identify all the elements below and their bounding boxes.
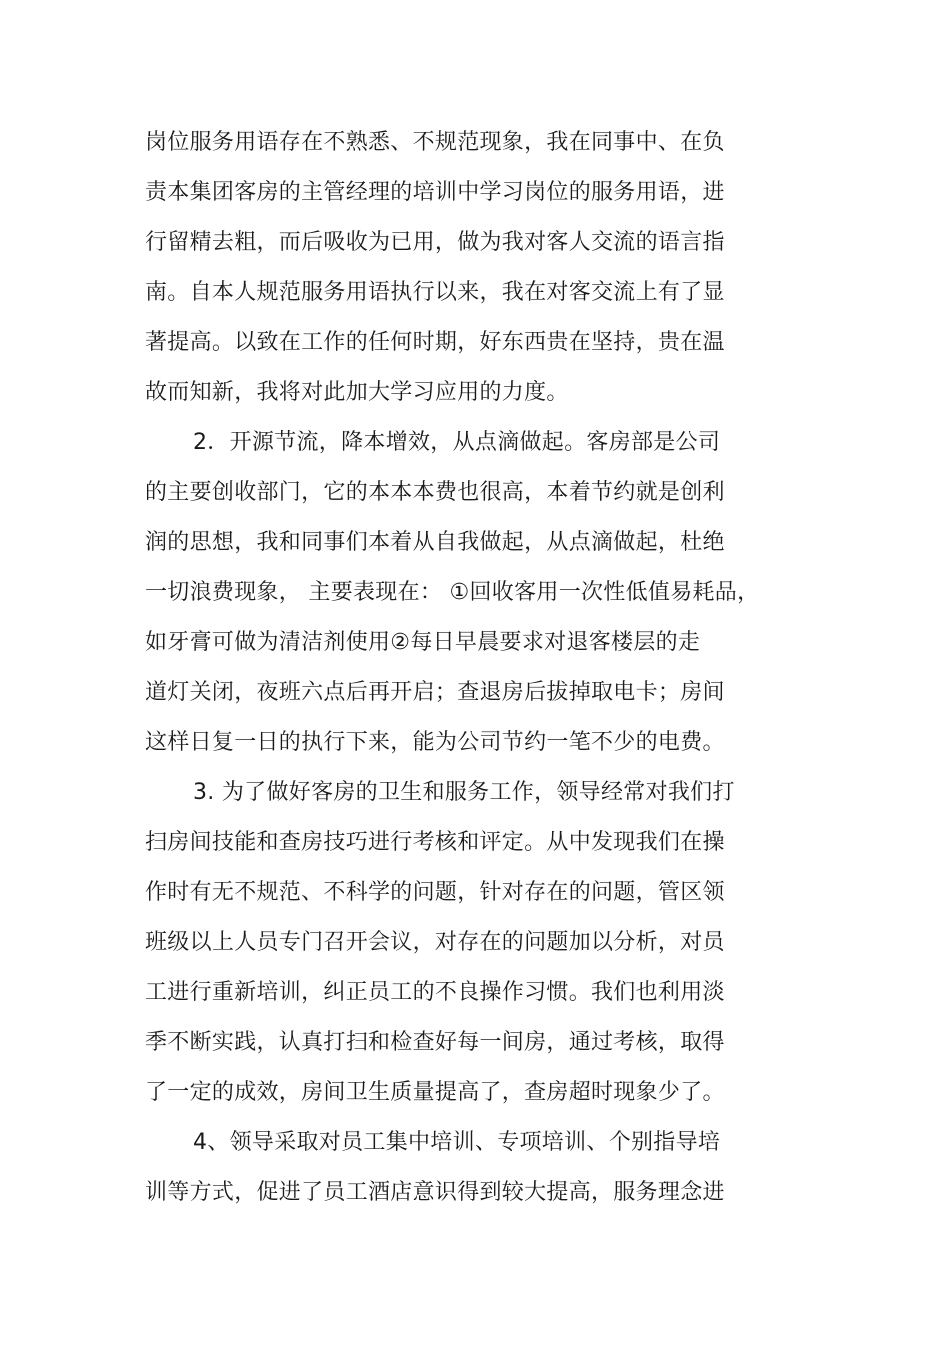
text-line: 训等方式，促进了员工酒店意识得到较大提高，服务理念进	[145, 1180, 725, 1205]
text-line: 了一定的成效，房间卫生质量提高了，查房超时现象少了。	[145, 1080, 725, 1105]
text-line: 如牙膏可做为清洁剂使用②每日早晨要求对退客楼层的走	[145, 630, 701, 655]
text-line: 一切浪费现象， 主要表现在： ①回收客用一次性低值易耗品，	[145, 580, 760, 605]
text-line: 南。自本人规范服务用语执行以来，我在对客交流上有了显	[145, 280, 725, 305]
text-line: 道灯关闭，夜班六点后再开启；查退房后拔掉取电卡；房间	[145, 680, 725, 705]
text-line: 班级以上人员专门召开会议，对存在的问题加以分析，对员	[145, 930, 725, 955]
text-line: 这样日复一日的执行下来，能为公司节约一笔不少的电费。	[145, 730, 725, 755]
text-line: 季不断实践，认真打扫和检查好每一间房，通过考核，取得	[145, 1030, 725, 1055]
text-line: 行留精去粗，而后吸收为已用，做为我对客人交流的语言指	[145, 230, 725, 255]
text-line: 责本集团客房的主管经理的培训中学习岗位的服务用语，进	[145, 180, 725, 205]
body-text	[145, 118, 785, 1218]
text-line: 3. 为了做好客房的卫生和服务工作，领导经常对我们打	[193, 780, 735, 805]
text-line: 扫房间技能和查房技巧进行考核和评定。从中发现我们在操	[145, 830, 725, 855]
text-line: 润的思想，我和同事们本着从自我做起，从点滴做起，杜绝	[145, 530, 725, 555]
text-line: 4、领导采取对员工集中培训、专项培训、个别指导培	[193, 1130, 721, 1155]
text-line: 的主要创收部门，它的本本本费也很高，本着节约就是创利	[145, 480, 725, 505]
text-line: 故而知新，我将对此加大学习应用的力度。	[145, 380, 569, 405]
text-line: 岗位服务用语存在不熟悉、不规范现象，我在同事中、在负	[145, 130, 725, 155]
text-line: 工进行重新培训，纠正员工的不良操作习惯。我们也利用淡	[145, 980, 725, 1005]
text-line: 作时有无不规范、不科学的问题，针对存在的问题，管区领	[145, 880, 725, 905]
text-line: 2．开源节流，降本增效，从点滴做起。客房部是公司	[193, 430, 721, 455]
text-line: 著提高。以致在工作的任何时期，好东西贵在坚持，贵在温	[145, 330, 725, 355]
